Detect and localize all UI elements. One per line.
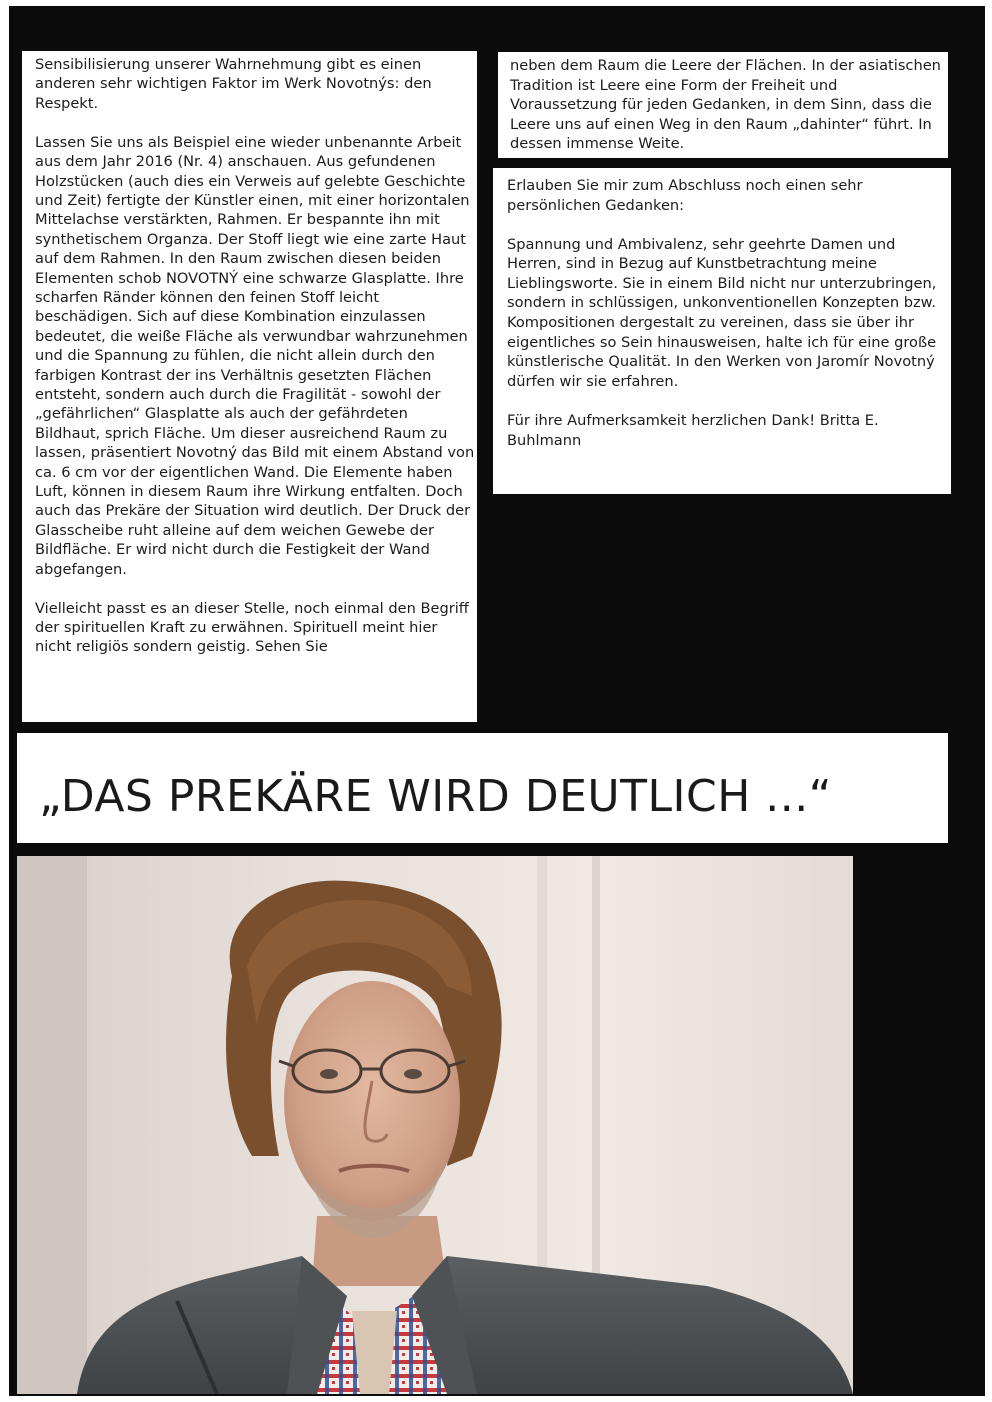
headline: „DAS PREKÄRE WIRD DEUTLICH ...“ (39, 771, 833, 822)
text-clipping-left-column (22, 51, 477, 722)
text-clipping-right-top (498, 52, 948, 158)
paragraph: Sensibilisierung unserer Wahrnehmung gibt es einen anderen sehr wichtigen Faktor im Werk Novotnýs: den Respekt. (35, 56, 432, 112)
paragraph: neben dem Raum die Leere der Flächen. In der asiatischen Tradition ist Leere eine Form der Freiheit und Voraussetzung für jeden Gedanken, in dem Sinn, dass die Leere uns auf einen Weg in den Raum „dahinter“ führt. In dessen immense Weite. (510, 57, 941, 152)
paragraph: Spannung und Ambivalenz, sehr geehrte Damen und Herren, sind in Bezug auf Kunstbetrachtung meine Lieblingsworte. Sie in einem Bild nicht nur unterzubringen, sondern in schlüssigen, unkonventionellen Konzepten bzw. Kompositionen dergestalt zu vereinen, dass sie über ihr eigentliches so Sein hinausweisen, halte ich für eine große künstlerische Qualität. In den Werken von Jaromír Novotný dürfen wir sie erfahren. (507, 235, 937, 390)
paragraph: Lassen Sie uns als Beispiel eine wieder unbenannte Arbeit aus dem Jahr 2016 (Nr. 4) anschauen. Aus gefundenen Holzstücken (auch dies ein Verweis auf gelebte Geschichte und Zeit) fertigte der Künstler einen, mit einer horizontalen Mittelachse verstärkten, Rahmen. Er bespannte ihn mit synthetischem Organza. Der Stoff liegt wie eine zarte Haut auf dem Rahmen. In den Raum zwischen diesen beiden Elementen schob NOVOTNÝ eine schwarze Glasplatte. Ihre scharfen Ränder können den feinen Stoff leicht beschädigen. Sich auf diese Kombination einzulassen bedeutet, die weiße Fläche als verwundbar wahrzunehmen und die Spannung zu fühlen, die nicht allein durch den farbigen Kontrast der ins Verhältnis gesetzten Flächen entsteht, sondern auch durch die Fragilität - sowohl der „gefährlichen“ Glasplatte als auch der gefährdeten Bildhaut, sprich Fläche. Um dieser ausreichend Raum zu lassen, präsentiert Novotný das Bild mit einem Abstand von ca. 6 cm vor der eigentlichen Wand. Die Elemente haben Luft, können in diesem Raum ihre Wirkung entfalten. Doch auch das Prekäre der Situation wird deutlich. Der Druck der Glasscheibe ruht alleine auf dem weichen Gewebe der Bildfläche. Er wird nicht durch die Festigkeit der Wand abgefangen. (35, 133, 475, 578)
signature-paragraph: Für ihre Aufmerksamkeit herzlichen Dank! Britta E. Buhlmann (507, 411, 879, 449)
portrait-photo (17, 856, 853, 1394)
headline-clipping (17, 733, 948, 843)
paragraph: Erlauben Sie mir zum Abschluss noch einen sehr persönlichen Gedanken: (507, 177, 863, 214)
text-clipping-right-bottom (493, 168, 951, 494)
portrait-illustration (17, 856, 853, 1394)
paragraph: Vielleicht passt es an dieser Stelle, noch einmal den Begriff der spirituellen Kraft zu erwähnen. Spirituell meint hier nicht religiös sondern geistig. Sehen Sie (35, 599, 469, 656)
